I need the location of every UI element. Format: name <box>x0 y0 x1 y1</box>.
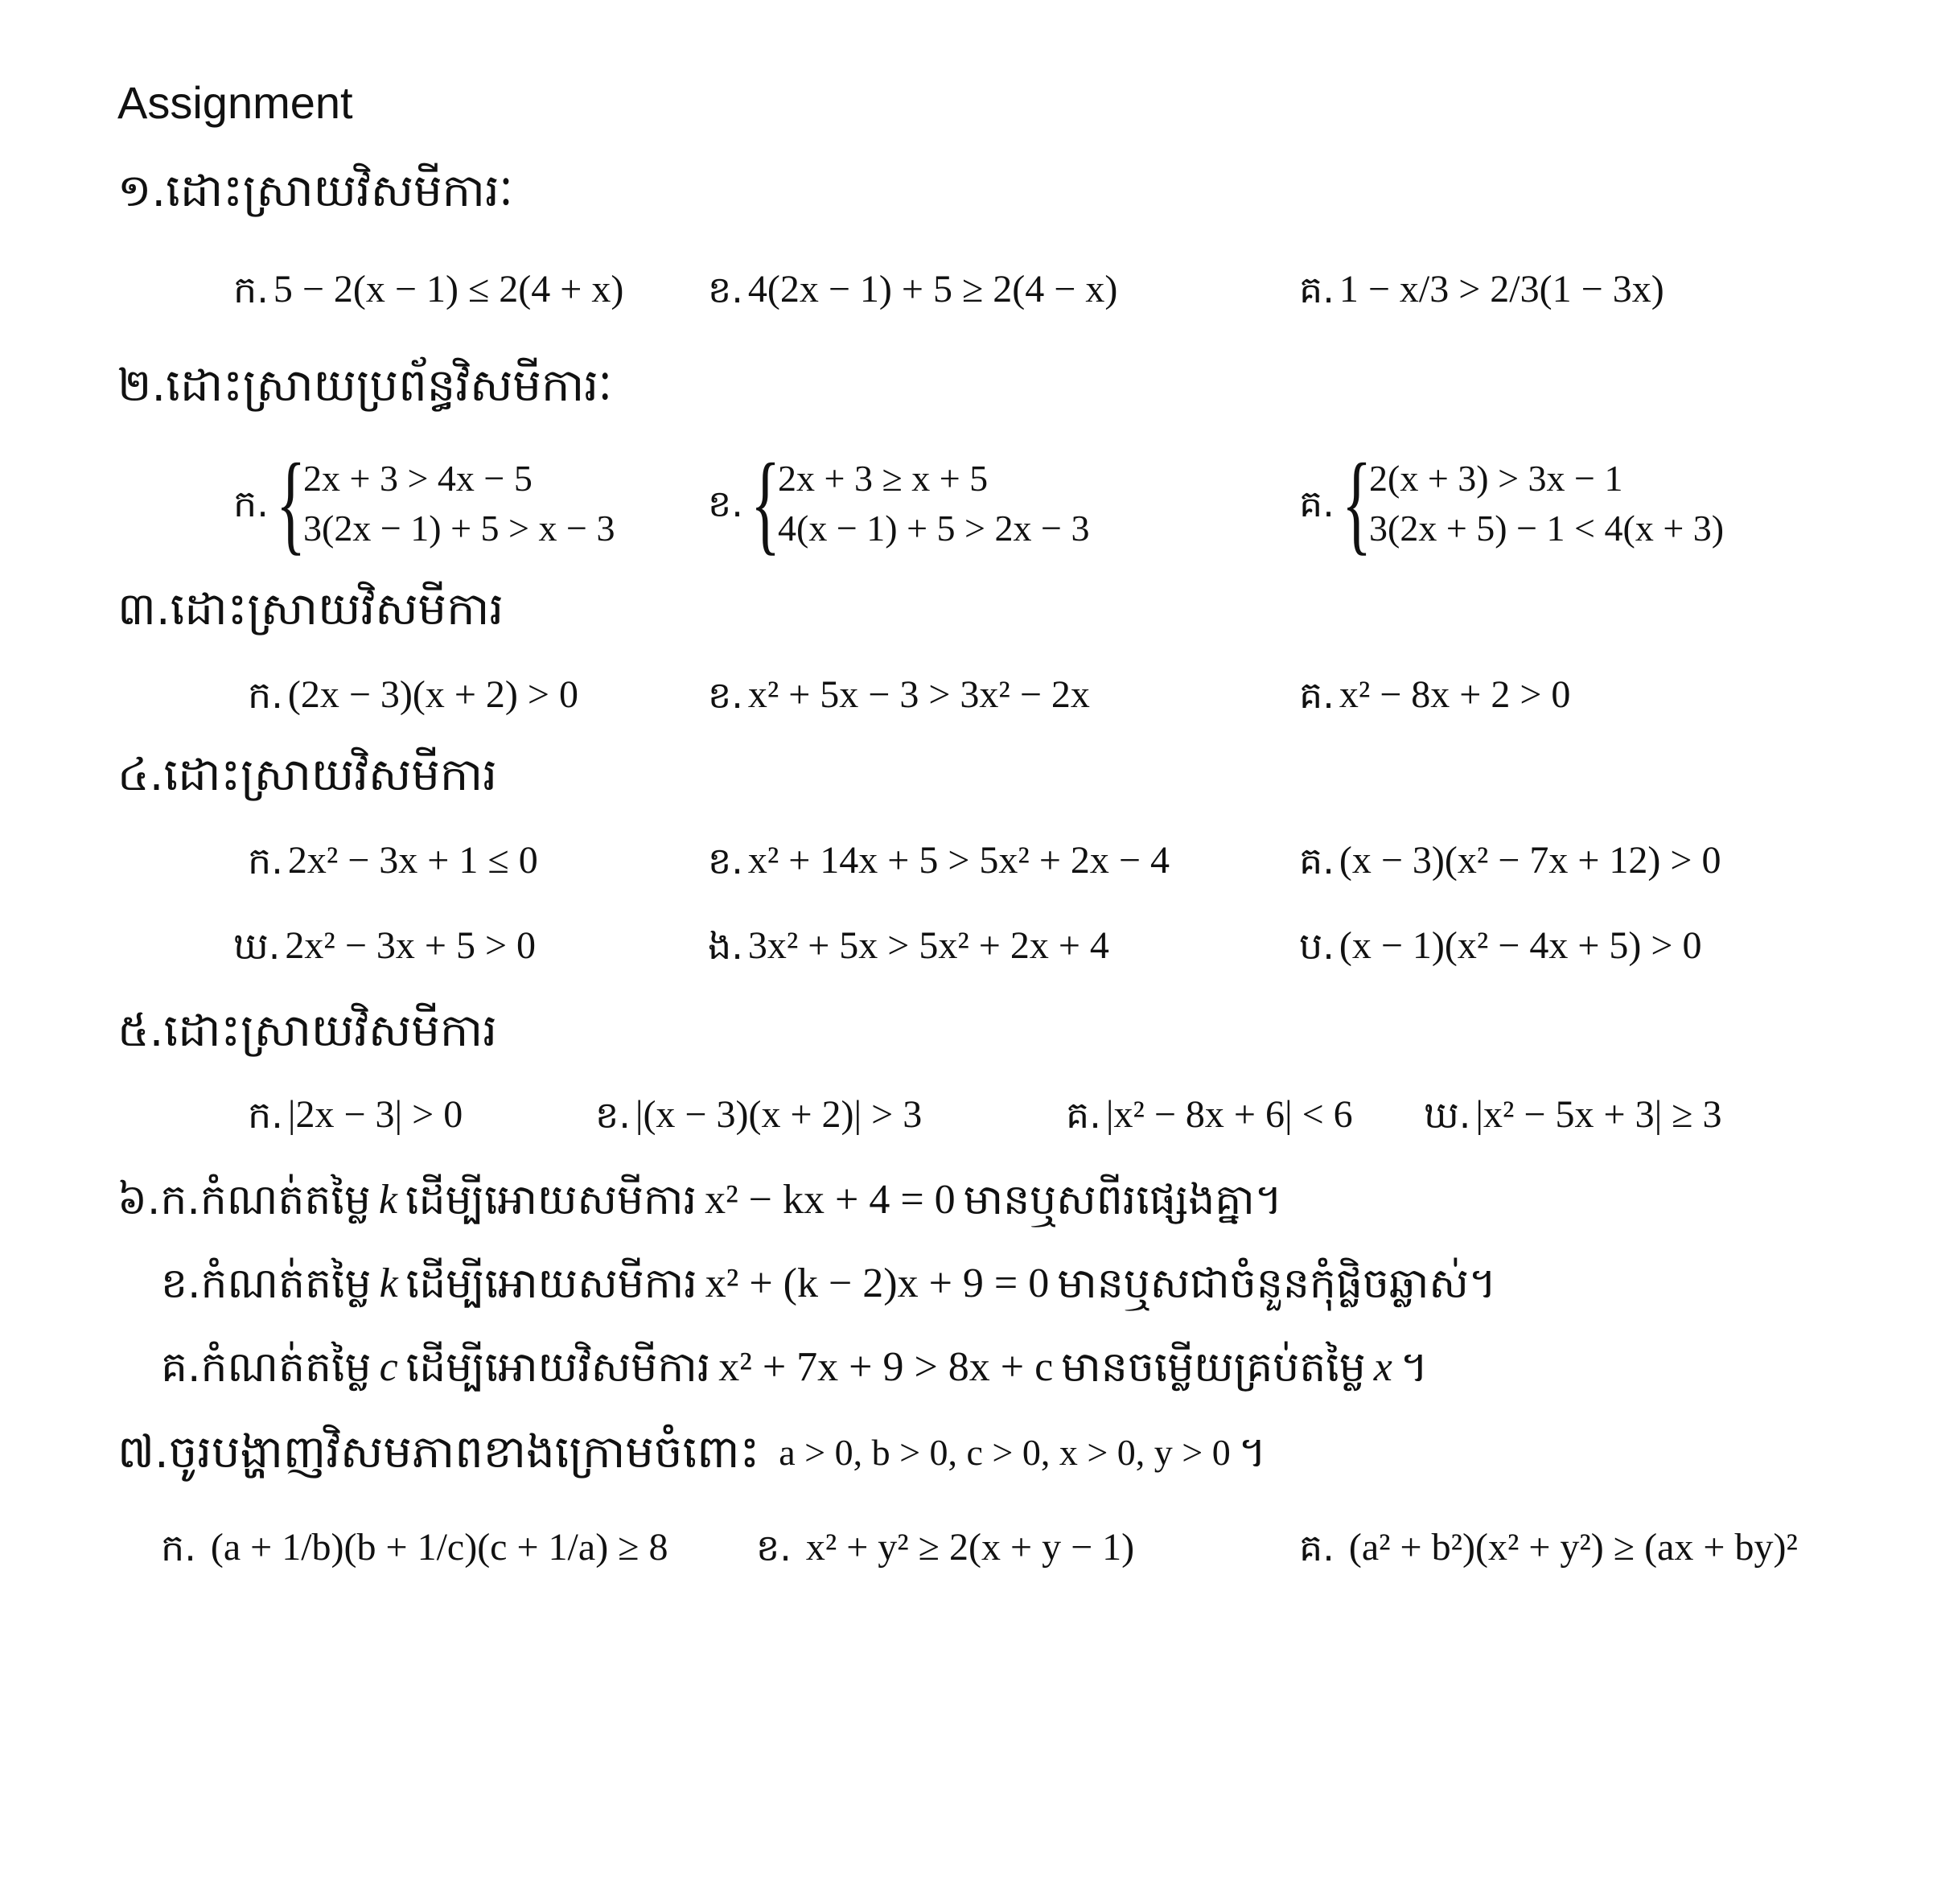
q3-item-b <box>708 673 1090 717</box>
q6b-equation: x² + (k − 2)x + 9 = 0 <box>705 1260 1050 1306</box>
q6b-variable: k <box>379 1260 398 1306</box>
inequality: 5 − 2(x − 1) ≤ 2(4 + x) <box>273 268 624 310</box>
q7-item-c <box>1299 1528 1798 1567</box>
system-line-1: 2x + 3 > 4x − 5 <box>303 457 533 499</box>
q6c-suffix: មានចម្លើយគ្រប់តម្លៃ <box>1061 1343 1366 1392</box>
q6-part-a <box>117 1176 1283 1224</box>
q4-item-d <box>233 924 537 968</box>
q5-heading: ៥.ដោះស្រាយវិសមីការ <box>117 1005 497 1057</box>
item-label: ខ. <box>756 1526 792 1569</box>
system <box>272 441 615 565</box>
item-label: គ. <box>1299 482 1335 525</box>
system-line-2: 4(x − 1) + 5 > 2x − 3 <box>778 508 1090 549</box>
q6a-variable: k <box>378 1177 397 1223</box>
q4-item-c <box>1299 841 1721 880</box>
q3-item-c <box>1299 673 1571 717</box>
q3-heading: ៣.ដោះស្រាយវិសមីការ <box>117 583 504 635</box>
q7-end: ។ <box>1238 1429 1267 1477</box>
item-label: ឃ. <box>1424 1093 1471 1137</box>
item-label: គ. <box>1066 1093 1101 1137</box>
page-title: Assignment <box>117 77 353 128</box>
q2-system-a <box>233 441 615 565</box>
inequality: 4(2x − 1) + 5 ≥ 2(4 − x) <box>747 268 1118 310</box>
q6b-suffix: មានឬសជាចំនួនកុំផ្លិចឆ្លាស់។ <box>1057 1260 1497 1308</box>
q6b-prefix: ខ.កំណត់តម្លៃ <box>161 1260 372 1308</box>
q1-item-a <box>233 270 623 309</box>
q2-heading: ២.ដោះស្រាយប្រព័ន្ធវិសមីការៈ <box>117 360 613 412</box>
q5-item-d <box>1424 1093 1722 1137</box>
inequality: (a² + b²)(x² + y²) ≥ (ax + by)² <box>1348 1526 1798 1569</box>
q7-heading: ៧.ចូរបង្ហាញវិសមភាពខាងក្រោមចំពោះ <box>117 1426 760 1478</box>
q7-condition: a > 0, b > 0, c > 0, x > 0, y > 0 <box>779 1432 1231 1473</box>
item-label: គ. <box>1299 1526 1335 1569</box>
system <box>746 441 1090 565</box>
item-label: គ. <box>1299 839 1335 882</box>
q4-item-b <box>708 841 1170 880</box>
q6c-variable: c <box>379 1344 398 1390</box>
inequality: x² + y² ≥ 2(x + y − 1) <box>805 1526 1135 1569</box>
q6a-suffix: មានឬសពីរផ្សេងគ្នា។ <box>963 1176 1283 1224</box>
inequality: (a + 1/b)(b + 1/c)(c + 1/a) ≥ 8 <box>210 1526 668 1569</box>
inequality: |x² − 5x + 3| ≥ 3 <box>1475 1093 1722 1136</box>
inequality: x² − 8x + 2 > 0 <box>1339 673 1571 716</box>
system-line-1: 2(x + 3) > 3x − 1 <box>1369 457 1623 499</box>
q6c-inequality: x² + 7x + 9 > 8x + c <box>718 1344 1054 1390</box>
q6a-middle: ដើម្បីអោយសមីការ <box>405 1176 697 1224</box>
inequality: x² + 14x + 5 > 5x² + 2x − 4 <box>747 839 1170 882</box>
q6a-prefix: ៦.ក.កំណត់តម្លៃ <box>117 1176 371 1224</box>
inequality: x² + 5x − 3 > 3x² − 2x <box>747 673 1090 716</box>
brace: { <box>1341 441 1372 565</box>
inequality: |(x − 3)(x + 2)| > 3 <box>635 1093 923 1136</box>
q6b-middle: ដើម្បីអោយសមីការ <box>405 1260 697 1308</box>
q5-item-c <box>1066 1093 1353 1137</box>
q4-item-e <box>708 924 1109 968</box>
inequality: |x² − 8x + 6| < 6 <box>1105 1093 1353 1136</box>
item-label: ខ. <box>708 673 743 717</box>
q2-system-b <box>708 441 1090 565</box>
brace: { <box>750 441 780 565</box>
inequality: |2x − 3| > 0 <box>287 1093 463 1136</box>
inequality: 3x² + 5x > 5x² + 2x + 4 <box>747 924 1109 967</box>
q6c-prefix: គ.កំណត់តម្លៃ <box>161 1343 372 1392</box>
item-label: គ. <box>1299 268 1335 311</box>
system-line-2: 3(2x − 1) + 5 > x − 3 <box>303 508 615 549</box>
item-label: ក. <box>248 673 283 717</box>
item-label: ខ. <box>708 268 743 311</box>
q5-item-b <box>595 1093 923 1137</box>
q6a-equation: x² − kx + 4 = 0 <box>705 1177 956 1223</box>
q6c-variable-x: x <box>1373 1344 1392 1390</box>
item-label: ខ. <box>708 482 743 525</box>
inequality: 1 − x/3 > 2/3(1 − 3x) <box>1339 268 1664 310</box>
brace: { <box>275 441 306 565</box>
inequality: (x − 1)(x² − 4x + 5) > 0 <box>1339 924 1702 967</box>
item-label: ក. <box>248 1093 283 1137</box>
q4-item-a <box>248 841 538 880</box>
inequality: (x − 3)(x² − 7x + 12) > 0 <box>1339 839 1721 882</box>
q5-item-a <box>248 1093 463 1137</box>
item-label: ក. <box>248 839 283 882</box>
q4-item-f <box>1299 924 1702 968</box>
q6-part-c <box>161 1343 1429 1392</box>
item-label: ខ. <box>708 839 743 882</box>
q1-heading: ១.ដោះស្រាយវិសមីការៈ <box>117 165 513 217</box>
item-label: ខ. <box>595 1093 631 1137</box>
q6-part-b <box>161 1260 1497 1308</box>
system-line-2: 3(2x + 5) − 1 < 4(x + 3) <box>1369 508 1725 549</box>
inequality: 2x² − 3x + 5 > 0 <box>285 924 537 967</box>
system-line-1: 2x + 3 ≥ x + 5 <box>778 457 989 499</box>
q2-system-c <box>1299 441 1725 565</box>
item-label: គ. <box>1299 673 1335 717</box>
q4-heading: ៤.ដោះស្រាយវិសមីការ <box>117 749 497 801</box>
q6c-end: ។ <box>1400 1343 1429 1392</box>
inequality: (2x − 3)(x + 2) > 0 <box>287 673 578 716</box>
item-label: ប. <box>1299 924 1335 968</box>
q1-item-c <box>1299 270 1664 309</box>
q6c-middle: ដើម្បីអោយវិសមីការ <box>405 1343 711 1392</box>
q7-item-b <box>756 1528 1134 1567</box>
inequality: 2x² − 3x + 1 ≤ 0 <box>287 839 538 882</box>
item-label: ង. <box>708 924 743 968</box>
q7-heading-line <box>117 1426 1267 1478</box>
item-label: ក. <box>233 482 269 525</box>
q1-item-b <box>708 270 1117 309</box>
system <box>1338 441 1725 565</box>
item-label: ក. <box>233 268 269 311</box>
q3-item-a <box>248 673 578 717</box>
item-label: ក. <box>161 1526 196 1569</box>
item-label: ឃ. <box>233 924 281 968</box>
q7-item-a <box>161 1528 668 1567</box>
